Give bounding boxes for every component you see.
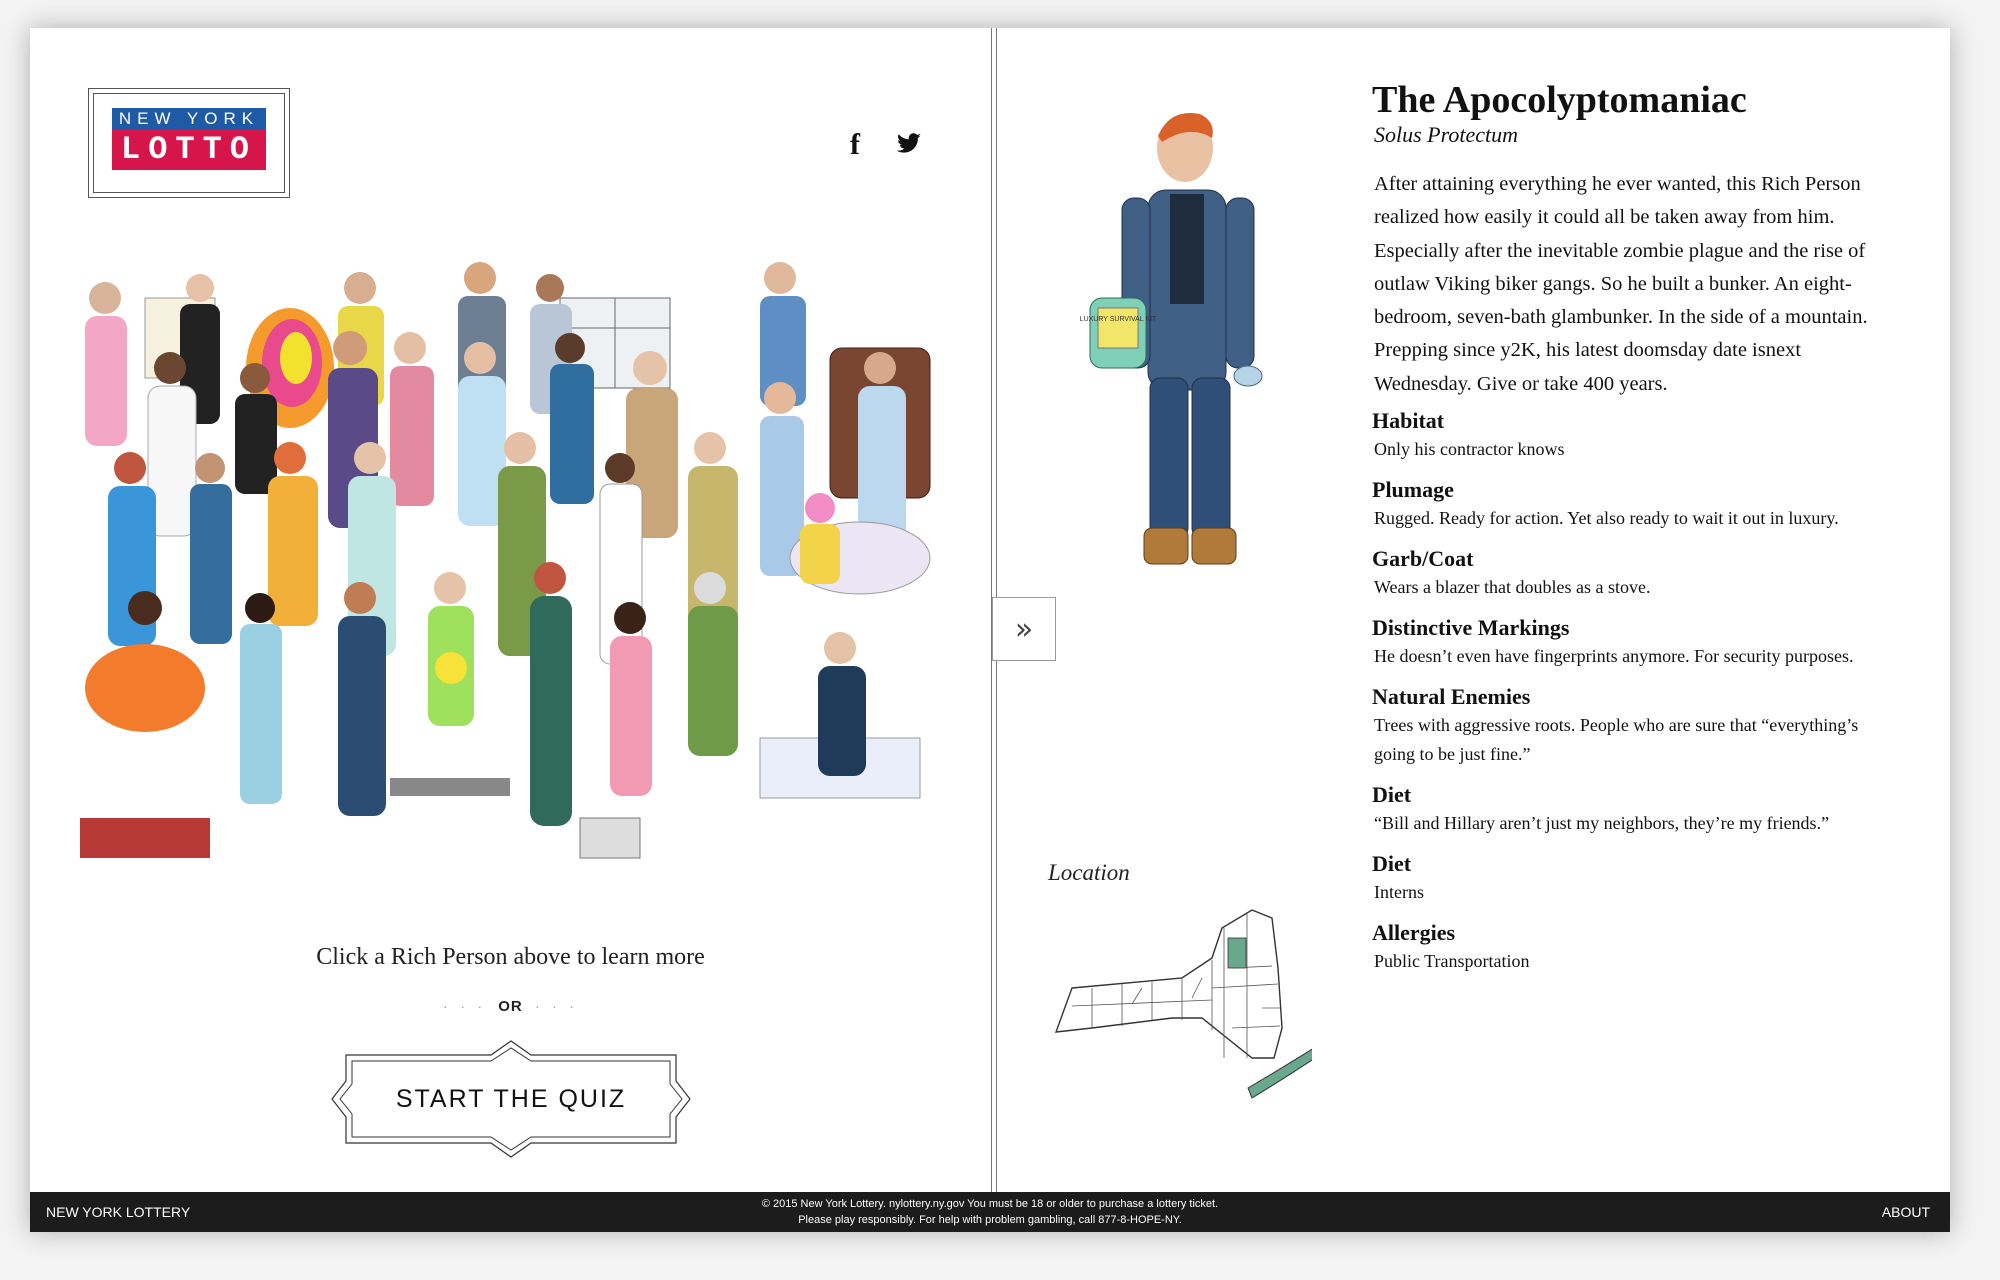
- profile-attribute: [1372, 614, 1892, 671]
- attribute-label: Allergies: [1372, 920, 1456, 946]
- logo-bottom-text: LOTTO: [112, 130, 266, 170]
- attribute-label: Natural Enemies: [1372, 684, 1531, 710]
- attribute-value: Trees with aggressive roots. People who are sure that “everything’s going to be just fine.”: [1374, 715, 1859, 765]
- attribute-label: Garb/Coat: [1372, 546, 1474, 572]
- hint-text: Click a Rich Person above to learn more: [316, 944, 705, 970]
- profile-attribute: [1372, 919, 1892, 976]
- attribute-value: Public Transportation: [1374, 951, 1530, 972]
- or-separator: [30, 998, 991, 1015]
- or-dots-left: · · ·: [442, 998, 487, 1015]
- attribute-value: Only his contractor knows: [1374, 439, 1565, 460]
- facebook-icon[interactable]: f: [850, 128, 860, 161]
- attribute-value: He doesn’t even have fingerprints anymore. For security purposes.: [1374, 646, 1854, 667]
- attribute-value: Wears a blazer that doubles as a stove.: [1374, 577, 1651, 598]
- rich-people-illustration[interactable]: [60, 258, 970, 888]
- attribute-label: Habitat: [1372, 408, 1445, 434]
- apocolyptomaniac-illustration: [1080, 108, 1290, 588]
- logo-inner: [93, 93, 285, 193]
- attribute-value: Interns: [1374, 882, 1424, 903]
- profile-attribute: [1372, 781, 1892, 838]
- footer-about-link[interactable]: ABOUT: [1881, 1204, 1930, 1220]
- new-york-lotto-logo[interactable]: [88, 88, 290, 198]
- footer-legal-line2: Please play responsibly. For help with problem gambling, call 877-8-HOPE-NY.: [798, 1214, 1182, 1226]
- attribute-value: Rugged. Ready for action. Yet also ready to wait it out in luxury.: [1374, 508, 1839, 529]
- profile-description: After attaining everything he ever wanted, this Rich Person realized how easily it could all be taken away from him. Especially after the inevitable zombie plague and the rise of outlaw Viking biker gangs. So he built a bunker. An eight-bedroom, seven-bath glambunker. In the side of a mountain. Prepping since y2K, his latest doomsday date isnext Wednesday. Give or take 400 years.: [1374, 173, 1868, 395]
- profile-panel: [1372, 78, 1892, 988]
- profile-attribute: [1372, 850, 1892, 907]
- footer-legal-line1: © 2015 New York Lottery. nylottery.ny.gov You must be 18 or older to purchase a lottery ticket.: [761, 1198, 1219, 1210]
- twitter-icon[interactable]: [896, 132, 922, 162]
- location-label: Location: [1048, 860, 1130, 885]
- attribute-label: Distinctive Markings: [1372, 615, 1570, 641]
- logo-top-text: NEW YORK: [112, 108, 266, 130]
- new-york-state-map: [1052, 908, 1312, 1108]
- start-quiz-button[interactable]: [326, 1039, 696, 1159]
- kit-label: LUXURY SURVIVAL KIT: [1080, 316, 1157, 323]
- profile-attribute: [1372, 683, 1892, 769]
- footer-bar: [30, 1192, 1950, 1232]
- profile-attribute: [1372, 545, 1892, 602]
- footer-new-york-lottery-link[interactable]: NEW YORK LOTTERY: [46, 1204, 191, 1220]
- double-chevron-right-icon: »: [1014, 611, 1034, 647]
- attribute-value: “Bill and Hillary aren’t just my neighbors, they’re my friends.”: [1374, 813, 1830, 834]
- attribute-label: Diet: [1372, 782, 1412, 808]
- page: [30, 28, 1950, 1232]
- profile-subtitle: Solus Protectum: [1374, 122, 1518, 147]
- profile-title: The Apocolyptomaniac: [1372, 79, 1747, 121]
- or-dots-right: · · ·: [534, 998, 579, 1015]
- start-quiz-label: START THE QUIZ: [395, 1084, 627, 1113]
- footer-legal-text: [30, 1196, 1950, 1228]
- attribute-label: Plumage: [1372, 477, 1454, 503]
- expand-panel-button[interactable]: [992, 597, 1056, 661]
- profile-attribute: [1372, 407, 1892, 464]
- or-text: OR: [498, 998, 523, 1015]
- profile-attribute: [1372, 476, 1892, 533]
- attribute-label: Diet: [1372, 851, 1412, 877]
